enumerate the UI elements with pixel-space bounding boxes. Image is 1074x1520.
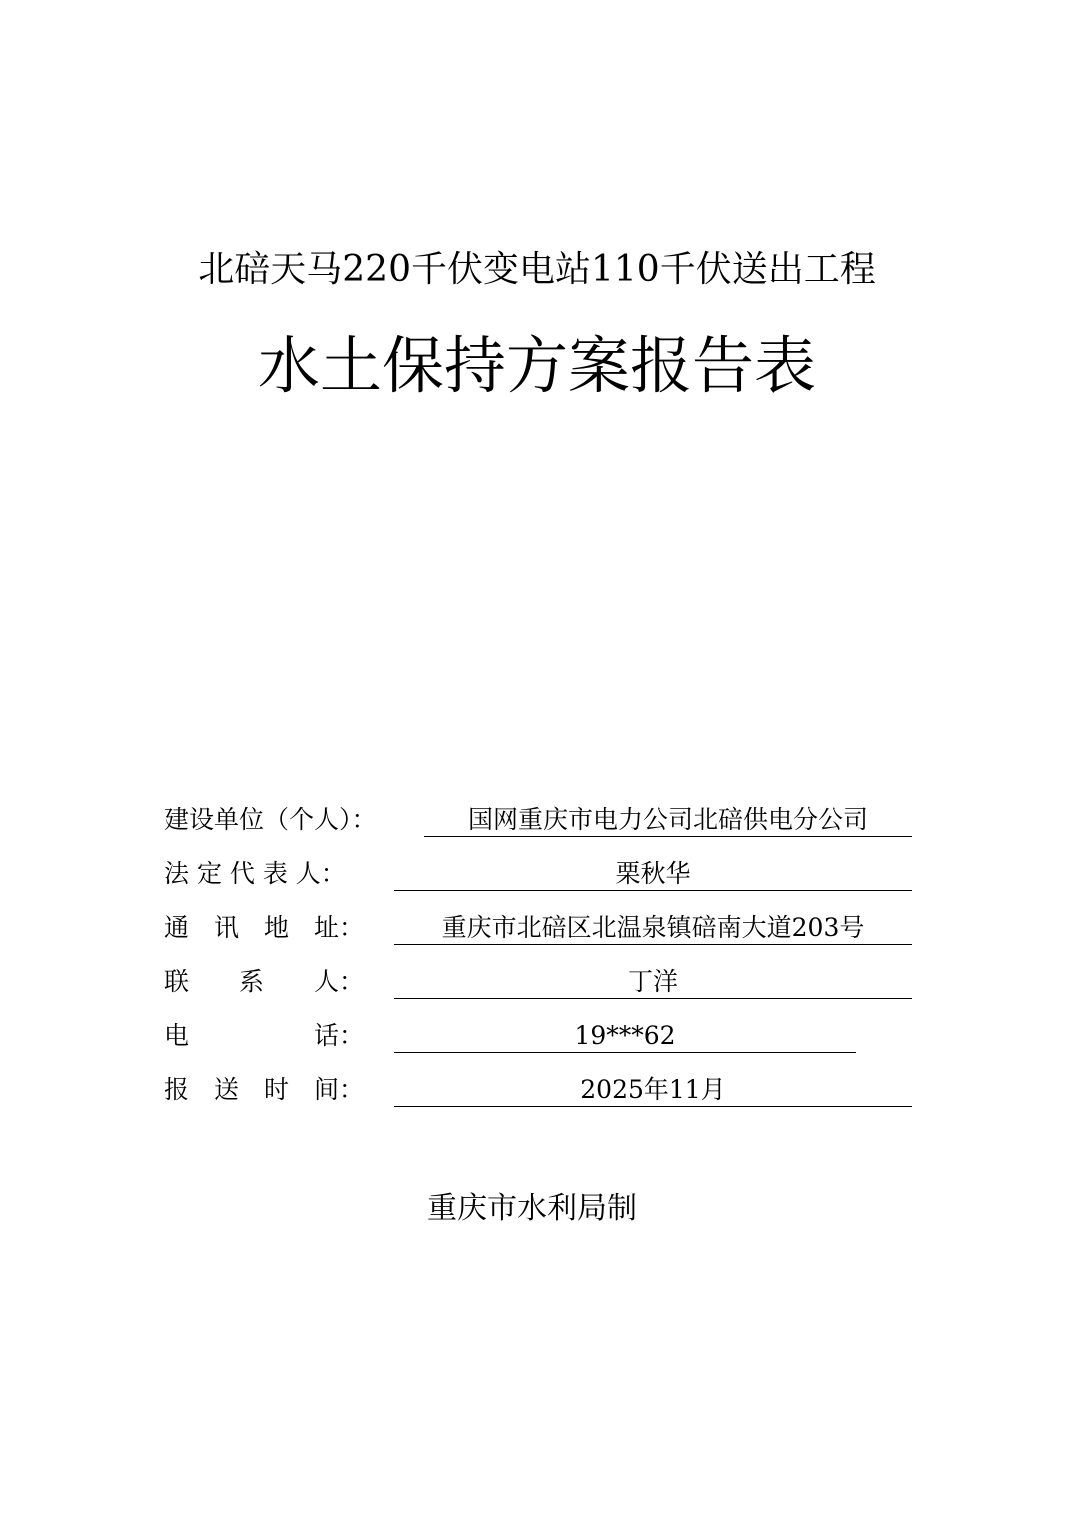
field-label-submission-date: 报 送 时 间： xyxy=(164,1075,365,1104)
field-value-submission-date: 2025年11月 xyxy=(394,1072,912,1107)
project-title: 北碚天马220千伏变电站110千伏送出工程 xyxy=(198,249,876,290)
field-row-submission-date xyxy=(164,1070,916,1110)
info-block xyxy=(164,800,916,1124)
issuer: 重庆市水利局制 xyxy=(427,1191,637,1226)
field-label-contact-person: 联 系 人： xyxy=(164,967,365,996)
field-row-contact-person xyxy=(164,962,916,1002)
field-label-phone: 电 话： xyxy=(164,1021,365,1050)
field-row-construction-unit xyxy=(164,800,916,840)
field-row-address xyxy=(164,908,916,948)
field-value-legal-representative: 栗秋华 xyxy=(394,856,912,891)
field-label-construction-unit: 建设单位（个人）： xyxy=(164,805,377,834)
field-value-contact-person: 丁洋 xyxy=(394,964,912,999)
field-value-construction-unit: 国网重庆市电力公司北碚供电分公司 xyxy=(424,802,912,837)
field-row-legal-representative xyxy=(164,854,916,894)
field-row-phone xyxy=(164,1016,916,1056)
field-value-phone: 19***62 xyxy=(394,1018,856,1053)
field-value-address: 重庆市北碚区北温泉镇碚南大道203号 xyxy=(394,910,912,945)
field-label-address: 通 讯 地 址： xyxy=(164,913,365,942)
report-title: 水土保持方案报告表 xyxy=(257,329,816,402)
field-label-legal-representative: 法 定 代 表 人： xyxy=(164,859,346,888)
